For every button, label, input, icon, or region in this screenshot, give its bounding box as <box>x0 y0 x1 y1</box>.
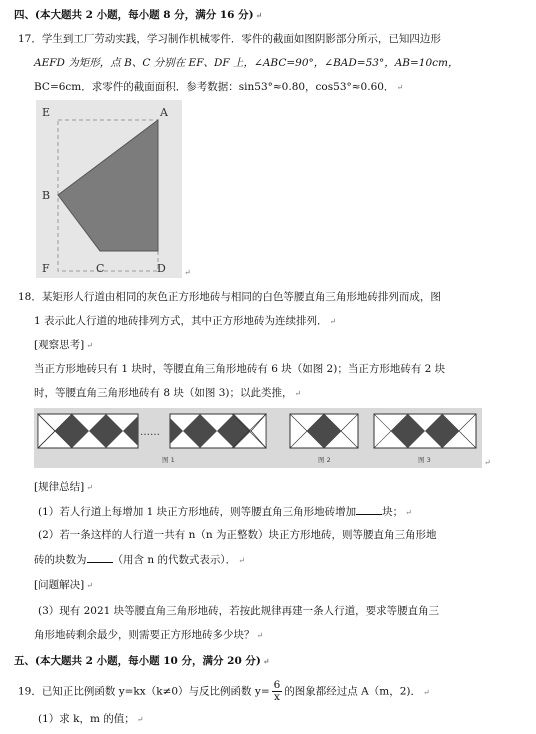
label-e: E <box>42 106 51 119</box>
q17-line-3: BC=6cm．求零件的截面面积．参考数据：sin53°≈0.80，cos53°≈0.60． ↵ <box>34 81 404 93</box>
q18-tile-figures <box>34 408 482 471</box>
fraction-6-over-x: $\frac{6}{x}$ <box>273 679 281 703</box>
label-b: B <box>42 189 51 202</box>
q18-line-1: 18．某矩形人行道由相同的灰色正方形地砖与相同的白色等腰直角三角形地砖排列而成，图 <box>18 291 441 303</box>
q19-sub-1: (1）求 k，m 的值； ↵ <box>38 713 144 725</box>
q18-rule-q2-line-1: (2）若一条这样的人行道一共有 n（n 为正整数）块正方形地砖，则等腰直角三角形地 <box>38 529 437 541</box>
caption-fig-2: 图 2 <box>318 456 331 464</box>
figure-1-right <box>170 414 266 448</box>
q18-rule-q2-line-2: 砖的块数为 （用含 n 的代数式表示）． ↵ <box>34 554 245 566</box>
q18-observe-line-1: 当正方形地砖只有 1 块时，等腰直角三角形地砖有 6 块（如图 2)；当正方形地砖有 2 块 <box>34 363 446 375</box>
q18-tile-svg <box>34 408 482 468</box>
q17-figure <box>36 100 182 281</box>
label-c: C <box>96 262 105 275</box>
caption-fig-3: 图 3 <box>418 456 431 464</box>
label-f: F <box>42 262 50 275</box>
q17-line-1: 17．学生到工厂劳动实践，学习制作机械零件．零件的截面如图阴影部分所示，已知四边形 <box>18 33 441 45</box>
caption-fig-1: 图 1 <box>162 456 175 464</box>
q18-rule-label: [规律总结] ↵ <box>34 481 93 493</box>
section-heading-4: 四、(本大题共 2 小题，每小题 8 分，满分 16 分) ↵ <box>14 9 263 21</box>
answer-blank-2[interactable] <box>87 552 113 563</box>
q17-figure-svg <box>36 100 182 278</box>
q18-line-2: 1 表示此人行道的地砖排列方式，其中正方形地砖为连续排列． ↵ <box>34 315 337 327</box>
q18-solve-label: [问题解决] ↵ <box>34 579 93 591</box>
figure-1-left <box>38 414 138 448</box>
label-d: D <box>157 262 166 275</box>
q18-solve-line-2: 角形地砖剩余最少，则需要正方形地砖多少块？ ↵ <box>34 629 264 641</box>
figure-2 <box>290 414 358 448</box>
q17-line-2: AEFD 为矩形，点 B、C 分别在 EF、DF 上，∠ABC=90°，∠BAD=53°，AB=10cm， <box>34 57 459 69</box>
ellipsis: …… <box>140 427 160 438</box>
q18-observe-label: [观察思考] ↵ <box>34 339 93 351</box>
q19-line-1: 19．已知正比例函数 y=kx（k≠0）与反比例函数 y= $\frac{6}{x}$ 的图象都经过点 A（m，2)． ↵ <box>18 679 430 703</box>
figure-3 <box>374 414 476 448</box>
section-heading-5: 五、(本大题共 2 小题，每小题 10 分，满分 20 分) ↵ <box>14 655 270 667</box>
label-a: A <box>160 106 168 119</box>
q18-solve-line-1: (3）现有 2021 块等腰直角三角形地砖，若按此规律再建一条人行道，要求等腰直角三 <box>38 605 440 617</box>
q18-rule-q1: (1）若人行道上每增加 1 块正方形地砖，则等腰直角三角形地砖增加 块； ↵ <box>38 506 412 518</box>
q18-observe-line-2: 时，等腰直角三角形地砖有 8 块（如图 3)；以此类推， ↵ <box>34 387 302 399</box>
answer-blank-1[interactable] <box>356 504 382 515</box>
